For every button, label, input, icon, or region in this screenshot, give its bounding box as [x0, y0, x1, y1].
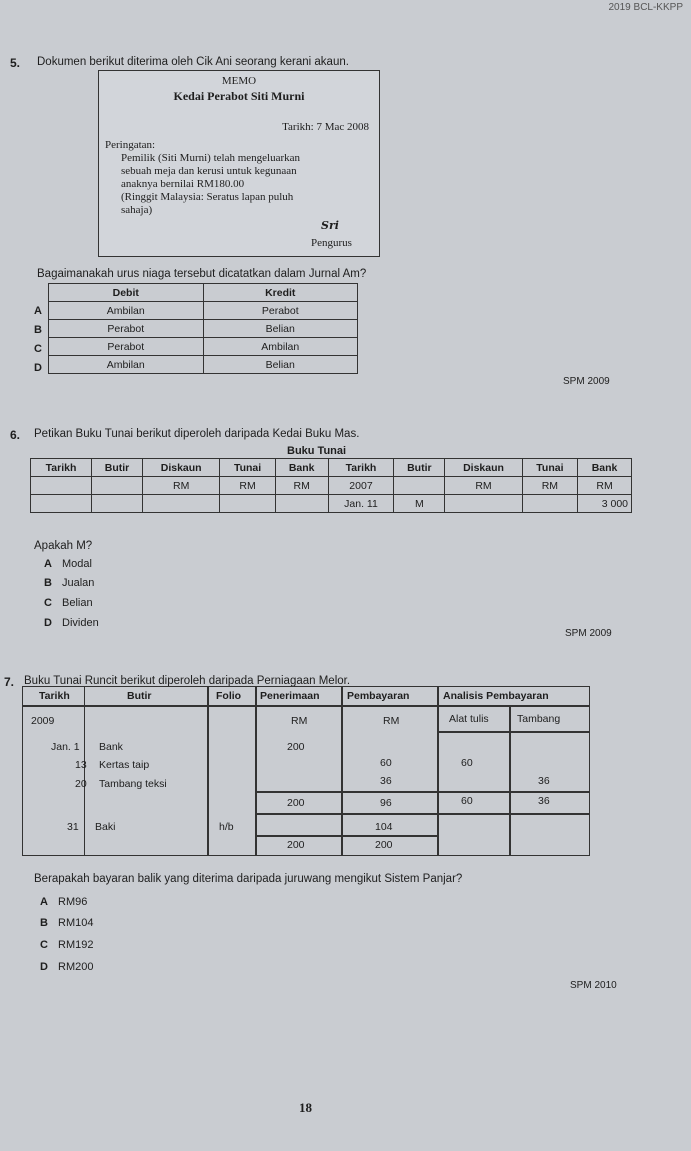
table-row: [31, 477, 632, 495]
cell: [92, 495, 143, 513]
col-header: Bank: [578, 459, 632, 477]
q7-option: [40, 917, 93, 929]
folio: h/b: [219, 821, 234, 833]
table-row: [49, 338, 358, 356]
buku-tunai-table: [30, 458, 632, 513]
cell: Ambilan: [203, 338, 358, 356]
option-letter: C: [44, 597, 52, 609]
date: 20: [75, 778, 87, 790]
cell: 2007: [328, 477, 394, 495]
option-letter: A: [40, 896, 48, 908]
table-row: [49, 302, 358, 320]
cell: Belian: [203, 320, 358, 338]
header-folio: Folio: [216, 690, 242, 702]
option-text: Belian: [62, 597, 93, 609]
option-letter: D: [34, 362, 42, 374]
option-letter: D: [40, 961, 48, 973]
memo-signature: Sri: [321, 219, 339, 232]
q7-option: [40, 896, 87, 908]
cell: [275, 495, 328, 513]
q6-table-title: Buku Tunai: [287, 445, 347, 457]
col-header: Bank: [275, 459, 328, 477]
col-header: Diskaun: [142, 459, 219, 477]
table-row: [49, 356, 358, 374]
cell: RM: [142, 477, 219, 495]
q6-number: 6.: [10, 428, 21, 442]
memo-signer: Pengurus: [311, 237, 352, 249]
memo-line: sebuah meja dan kerusi untuk kegunaan: [121, 165, 297, 177]
cell: [220, 495, 275, 513]
amount: 36: [538, 775, 550, 787]
option-text: RM192: [58, 939, 94, 951]
header-butir: Butir: [127, 690, 152, 702]
q6-question: Apakah M?: [34, 540, 93, 552]
memo-line: sahaja): [121, 204, 153, 216]
col-header: Butir: [394, 459, 445, 477]
option-letter: D: [44, 617, 52, 629]
amount: 36: [380, 775, 392, 787]
cell: RM: [522, 477, 577, 495]
memo-date: Tarikh: 7 Mac 2008: [282, 121, 369, 133]
q6-prompt: Petikan Buku Tunai berikut diperoleh daripada Kedai Buku Mas.: [34, 428, 360, 440]
q7-option: [40, 961, 93, 973]
cell: [142, 495, 219, 513]
amount: 200: [287, 839, 305, 851]
page-number: 18: [299, 1100, 312, 1115]
amount: 200: [375, 839, 393, 851]
q5-source: SPM 2009: [563, 376, 610, 387]
description: Baki: [95, 821, 116, 833]
amount: 36: [538, 795, 550, 807]
amount: 60: [461, 795, 473, 807]
cell: [92, 477, 143, 495]
cell: RM: [275, 477, 328, 495]
q6-option: [44, 577, 94, 589]
cell: [522, 495, 577, 513]
q7-question: Berapakah bayaran balik yang diterima daripada juruwang mengikut Sistem Panjar?: [34, 873, 463, 885]
header-tambang: Tambang: [517, 713, 561, 725]
cell: 3 000: [578, 495, 632, 513]
col-header: Tarikh: [31, 459, 92, 477]
q7-number: 7.: [4, 675, 15, 689]
memo-label: Peringatan:: [105, 139, 156, 151]
col-header: Tarikh: [328, 459, 394, 477]
amount: 96: [380, 797, 392, 809]
amount: 200: [287, 741, 305, 753]
cell: Ambilan: [49, 356, 204, 374]
q5-prompt: Dokumen berikut diterima oleh Cik Ani seorang kerani akaun.: [37, 56, 349, 68]
q5-number: 5.: [10, 56, 21, 70]
q7-option: [40, 939, 93, 951]
date: 31: [67, 821, 79, 833]
option-letter: B: [34, 324, 42, 336]
header-pembayaran: Pembayaran: [347, 690, 410, 702]
description: Tambang teksi: [99, 778, 167, 790]
col-header: Tunai: [522, 459, 577, 477]
option-letter: C: [34, 343, 42, 355]
date: 13: [75, 759, 87, 771]
col-header: Butir: [92, 459, 143, 477]
option-text: RM200: [58, 961, 94, 973]
buku-tunai-runcit-table: [22, 686, 590, 856]
col-header: Tunai: [220, 459, 275, 477]
option-letter: B: [44, 577, 52, 589]
cell: RM: [445, 477, 522, 495]
header-tarikh: Tarikh: [39, 690, 70, 702]
q6-source: SPM 2009: [565, 628, 612, 639]
amount: 200: [287, 797, 305, 809]
memo-box: [98, 70, 380, 257]
q7-source: SPM 2010: [570, 980, 617, 991]
header-alat-tulis: Alat tulis: [449, 713, 489, 725]
q6-option: [44, 558, 92, 570]
memo-line: Pemilik (Siti Murni) telah mengeluarkan: [121, 152, 301, 164]
table-row: [49, 320, 358, 338]
cell: Jan. 11: [328, 495, 394, 513]
amount: 104: [375, 821, 393, 833]
option-letter: B: [40, 917, 48, 929]
memo-shop: Kedai Perabot Siti Murni: [173, 89, 305, 103]
currency: RM: [291, 715, 308, 727]
header-analisis: Analisis Pembayaran: [443, 690, 549, 702]
cell: M: [394, 495, 445, 513]
cell: [445, 495, 522, 513]
page-header: 2019 BCL-KKPP: [608, 2, 683, 13]
q5-options-table: [48, 283, 358, 374]
cell: [394, 477, 445, 495]
date: Jan. 1: [51, 741, 80, 753]
q5-question: Bagaimanakah urus niaga tersebut dicatatkan dalam Jurnal Am?: [37, 268, 367, 280]
cell: Ambilan: [49, 302, 204, 320]
option-letter: A: [34, 305, 42, 317]
q7-prompt: Buku Tunai Runcit berikut diperoleh daripada Perniagaan Melor.: [24, 675, 351, 687]
description: Bank: [99, 741, 123, 753]
amount: 60: [461, 757, 473, 769]
option-text: RM104: [58, 917, 94, 929]
cell: Perabot: [203, 302, 358, 320]
q6-option: [44, 617, 99, 629]
cell: [31, 495, 92, 513]
option-text: RM96: [58, 896, 88, 908]
header-penerimaan: Penerimaan: [260, 690, 320, 702]
amount: 60: [380, 757, 392, 769]
currency: RM: [383, 715, 400, 727]
year: 2009: [31, 715, 55, 727]
table-row: [31, 495, 632, 513]
header-debit: Debit: [49, 284, 204, 302]
cell: Perabot: [49, 320, 204, 338]
option-text: Modal: [62, 558, 92, 570]
option-letter: A: [44, 558, 52, 570]
header-kredit: Kredit: [203, 284, 358, 302]
q6-option: [44, 597, 93, 609]
cell: RM: [578, 477, 632, 495]
memo-line: (Ringgit Malaysia: Seratus lapan puluh: [121, 191, 294, 203]
option-text: Dividen: [62, 617, 99, 629]
memo-line: anaknya bernilai RM180.00: [121, 178, 245, 190]
cell: Perabot: [49, 338, 204, 356]
cell: [31, 477, 92, 495]
col-header: Diskaun: [445, 459, 522, 477]
cell: Belian: [203, 356, 358, 374]
option-text: Jualan: [62, 577, 95, 589]
option-letter: C: [40, 939, 48, 951]
cell: RM: [220, 477, 275, 495]
description: Kertas taip: [99, 759, 150, 771]
memo-title: MEMO: [221, 75, 257, 87]
